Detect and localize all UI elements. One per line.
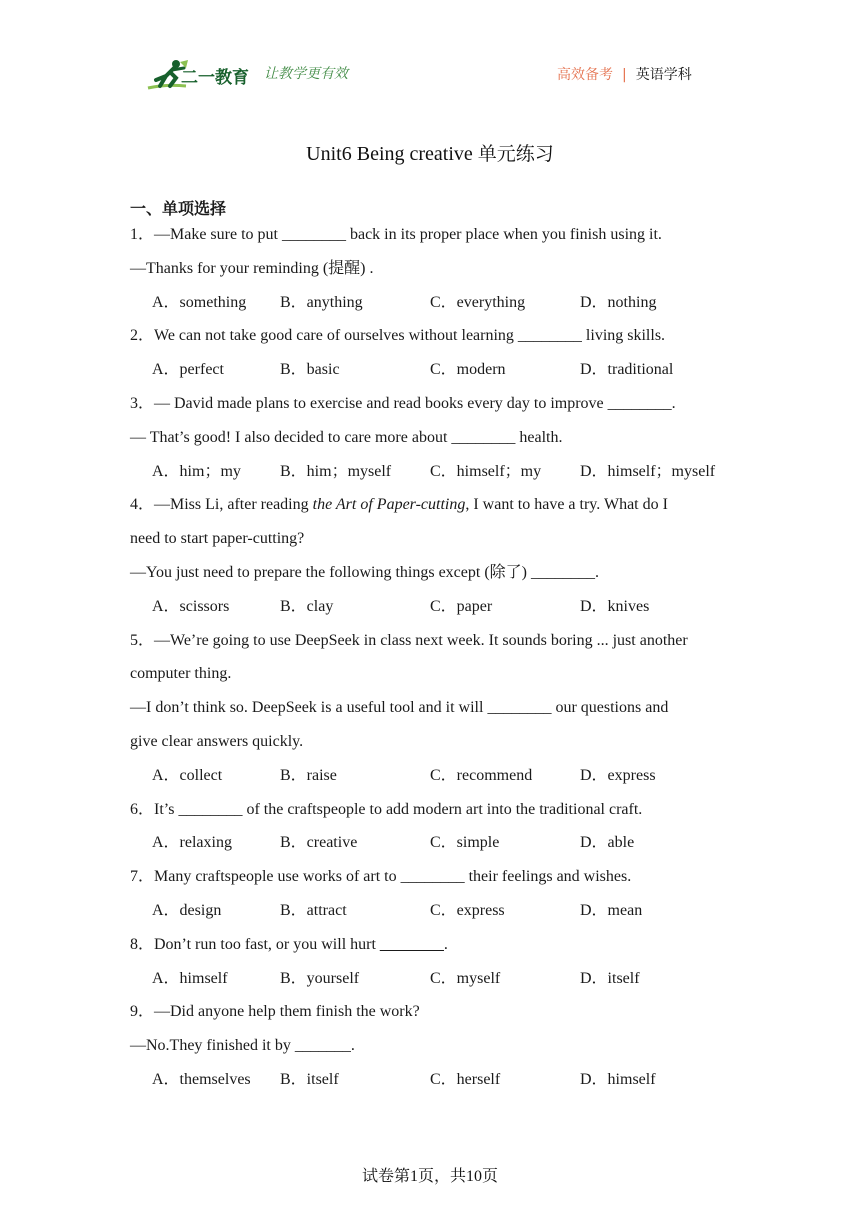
option-b: B．clay [280,597,334,615]
option-d: D．mean [580,901,643,919]
question-line: —I don’t think so. DeepSeek is a useful tool and it will ________ our questions and [130,699,669,717]
question-line [130,488,740,522]
option-a: A．themselves [152,1070,251,1088]
question-text: 4．—Miss Li, after reading [130,496,313,514]
option-b: B．creative [280,834,358,852]
option-c: C．modern [430,361,506,379]
options-row [130,1063,740,1097]
option-b: B．him；myself [280,462,392,480]
page-footer: 试卷第1页，共10页 [361,1168,498,1185]
options-row [130,590,740,624]
title-cn: 单元练习 [477,143,554,165]
option-c: C．himself；my [430,462,542,480]
option-d: D．traditional [580,361,674,379]
question-line: — That’s good! I also decided to care more about ________ health. [130,428,563,446]
question-text: . [443,935,448,953]
option-a: A．something [152,293,247,311]
option-b: B．yourself [280,969,360,987]
page-header [0,0,860,110]
option-c: C．simple [430,834,500,852]
document-title [0,139,860,166]
options-row [130,455,740,489]
option-c: C．everything [430,293,526,311]
option-b: B．anything [280,293,363,311]
option-c: C．myself [430,969,501,987]
option-c: C．express [430,901,505,919]
logo-text: 二一教育 [181,68,249,88]
question-line: —No.They finished it by _______. [130,1037,355,1055]
question-line: give clear answers quickly. [130,732,304,750]
option-a: A．scissors [152,597,230,615]
question-line: 3．— David made plans to exercise and read books every day to improve ________. [130,394,676,412]
option-d: D．himself [580,1070,656,1088]
option-d: D．itself [580,969,640,987]
option-d: D．knives [580,597,650,615]
options-row [130,759,740,793]
exam-label: 高效备考 [557,67,613,83]
book-title: the Art of Paper-cutting [312,496,466,514]
option-d: D．himself；myself [580,462,716,480]
option-a: A．himself [152,969,228,987]
question-text: , I want to have a try. What do I [465,496,668,514]
subject-label: 英语学科 [635,67,692,83]
question-line: 1．—Make sure to put ________ back in its proper place when you finish using it. [130,226,662,243]
question-text: 8．Don’t run too fast, or you will hurt [130,935,380,953]
question-line: computer thing. [130,665,232,683]
question-line: need to start paper-cutting? [130,530,305,548]
slogan: 让教学更有效 [264,66,348,82]
question-list [130,218,740,1097]
option-c: C．herself [430,1070,501,1088]
question-line: 9．—Did anyone help them finish the work? [130,1003,420,1021]
option-d: D．able [580,834,635,852]
option-a: A．collect [152,766,223,784]
option-c: C．recommend [430,766,533,784]
options-row [130,826,740,860]
answer-blank: ________ [379,935,444,953]
options-row [130,894,740,928]
header-separator: | [622,67,627,83]
option-d: D．express [580,766,656,784]
option-a: A．perfect [152,361,224,379]
header-subject-info [557,64,692,84]
option-d: D．nothing [580,293,657,311]
options-row [130,962,740,996]
option-b: B．raise [280,766,337,784]
question-line: 7．Many craftspeople use works of art to ________ their feelings and wishes. [130,868,632,886]
question-line: —You just need to prepare the following things except (除了) ________. [130,563,599,581]
option-a: A．him；my [152,462,241,480]
option-a: A．design [152,901,222,919]
option-c: C．paper [430,597,493,615]
option-a: A．relaxing [152,834,232,852]
option-b: B．itself [280,1070,339,1088]
question-line: —Thanks for your reminding (提醒) . [130,259,374,277]
options-row [130,353,740,387]
question-line: 2．We can not take good care of ourselves without learning ________ living skills. [130,327,666,345]
options-row [130,286,740,320]
title-en: Unit6 Being creative [306,143,473,165]
option-b: B．attract [280,901,347,919]
section-heading: 一、单项选择 [130,199,227,218]
question-line: 6．It’s ________ of the craftspeople to add modern art into the traditional craft. [130,800,643,818]
question-line: 5．—We’re going to use DeepSeek in class next week. It sounds boring ... just another [130,631,688,649]
question-line [130,928,740,962]
option-b: B．basic [280,361,340,379]
